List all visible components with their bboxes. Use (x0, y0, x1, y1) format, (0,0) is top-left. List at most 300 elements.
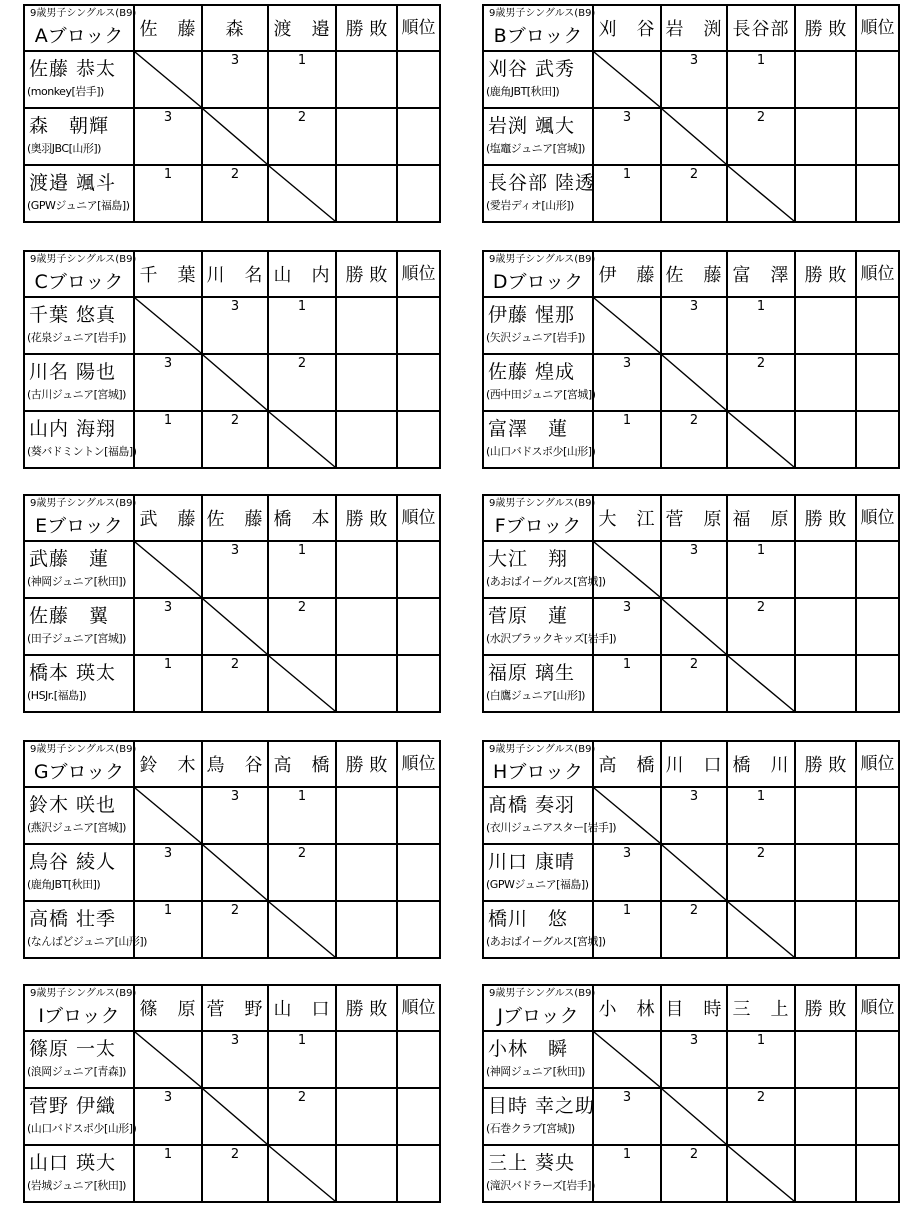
event-label: 9歳男子シングルス(B9) (30, 744, 137, 755)
win-loss-cell (795, 297, 856, 354)
match-order-cell (727, 1031, 795, 1088)
match-order-cell (593, 354, 661, 411)
match-order-number: 2 (756, 846, 766, 861)
win-loss-cell (795, 1031, 856, 1088)
player-cell (24, 901, 147, 958)
header-row (483, 495, 899, 541)
block-title-cell (483, 251, 596, 297)
match-order-number: 2 (230, 657, 240, 672)
diagonal-cell (593, 541, 661, 598)
player-name: 富澤 蓮 (488, 418, 569, 440)
match-order-cell (727, 1088, 795, 1145)
block-title-cell (24, 5, 137, 51)
match-order-cell (661, 655, 727, 712)
player-row (24, 655, 440, 712)
win-loss-cell (795, 165, 856, 222)
header-row (24, 985, 440, 1031)
player-cell (483, 655, 593, 712)
diagonal-cell (593, 1031, 661, 1088)
event-label: 9歳男子シングルス(B9) (30, 498, 137, 509)
player-cell (483, 411, 596, 468)
block-label: Hブロック (493, 761, 583, 783)
win-loss-cell (336, 844, 397, 901)
win-loss-cell (795, 787, 856, 844)
diagonal-cell (661, 844, 727, 901)
block-title-cell (483, 985, 596, 1031)
diagonal-cell (593, 787, 661, 844)
match-order-cell (661, 297, 727, 354)
match-order-number: 3 (689, 1033, 699, 1048)
block-label: Fブロック (494, 515, 582, 537)
match-order-cell (661, 787, 727, 844)
player-row (483, 844, 899, 901)
diagonal-cell (134, 541, 202, 598)
match-order-number: 2 (756, 110, 766, 125)
match-order-number: 2 (297, 1090, 307, 1105)
player-cell (24, 1031, 134, 1088)
match-order-cell (134, 1145, 202, 1202)
player-club: (田子ジュニア[宮城]) (27, 632, 126, 645)
win-loss-cell (336, 787, 397, 844)
match-order-cell (134, 165, 202, 222)
player-name: 髙橋 奏羽 (488, 794, 576, 816)
match-order-cell (268, 297, 336, 354)
diagonal-cell (727, 411, 795, 468)
match-order-number: 1 (297, 789, 307, 804)
diagonal-cell (268, 411, 336, 468)
diagonal-cell (661, 598, 727, 655)
win-loss-header: 勝 敗 (795, 251, 856, 297)
win-loss-cell (336, 1145, 397, 1202)
match-order-cell (661, 51, 727, 108)
win-loss-cell (795, 655, 856, 712)
column-header-player: 鈴 木 (134, 741, 202, 787)
match-order-number: 2 (689, 657, 699, 672)
player-cell (483, 1088, 596, 1145)
match-order-number: 1 (756, 1033, 766, 1048)
win-loss-cell (795, 598, 856, 655)
block-title-cell (24, 495, 137, 541)
match-order-number: 3 (230, 543, 240, 558)
block-table (23, 984, 441, 1203)
win-loss-cell (795, 1088, 856, 1145)
match-order-number: 3 (163, 110, 173, 125)
column-header-player: 佐 藤 (202, 495, 268, 541)
rank-cell (856, 108, 899, 165)
rank-cell (397, 51, 440, 108)
win-loss-cell (336, 655, 397, 712)
column-header-player: 福 原 (727, 495, 795, 541)
player-name: 山口 瑛大 (29, 1152, 117, 1174)
rank-header: 順位 (397, 495, 440, 541)
match-order-cell (727, 297, 795, 354)
player-name: 目時 幸之助 (488, 1095, 596, 1117)
win-loss-cell (336, 1088, 397, 1145)
player-name: 刈谷 武秀 (488, 58, 576, 80)
player-row (483, 1031, 899, 1088)
win-loss-header: 勝 敗 (336, 5, 397, 51)
player-club: (あおばイーグルス[宮城]) (486, 935, 606, 948)
column-header-player: 目 時 (661, 985, 727, 1031)
column-header-player: 武 藤 (134, 495, 202, 541)
header-row (483, 251, 899, 297)
event-label: 9歳男子シングルス(B9) (30, 988, 137, 999)
rank-cell (397, 541, 440, 598)
block-table (23, 494, 441, 713)
player-name: 森 朝輝 (29, 115, 110, 137)
rank-cell (397, 787, 440, 844)
match-order-number: 3 (230, 789, 240, 804)
rank-cell (397, 598, 440, 655)
win-loss-cell (336, 165, 397, 222)
player-club: (葵バドミントン[福島]) (27, 445, 137, 458)
column-header-player: 菅 原 (661, 495, 727, 541)
player-row (24, 165, 440, 222)
rank-cell (397, 844, 440, 901)
player-cell (24, 297, 134, 354)
event-label: 9歳男子シングルス(B9) (489, 254, 596, 265)
win-loss-header: 勝 敗 (795, 985, 856, 1031)
player-club: (塩竈ジュニア[宮城]) (486, 142, 585, 155)
match-order-number: 2 (297, 846, 307, 861)
player-club: (GPWジュニア[福島]) (486, 878, 589, 891)
player-row (24, 297, 440, 354)
player-row (24, 598, 440, 655)
block-title-cell (483, 495, 596, 541)
match-order-number: 2 (230, 413, 240, 428)
diagonal-cell (134, 787, 202, 844)
player-row (483, 354, 899, 411)
player-club: (水沢ブラックキッズ[岩手]) (486, 632, 617, 645)
rank-header: 順位 (856, 251, 899, 297)
block-table (23, 740, 441, 959)
player-row (24, 354, 440, 411)
match-order-number: 3 (163, 1090, 173, 1105)
header-row (483, 741, 899, 787)
rank-header: 順位 (856, 5, 899, 51)
player-club: (あおばイーグルス[宮城]) (486, 575, 606, 588)
player-row (483, 598, 899, 655)
match-order-cell (661, 1145, 727, 1202)
header-row (24, 5, 440, 51)
match-order-cell (202, 1145, 268, 1202)
match-order-cell (202, 901, 268, 958)
win-loss-cell (795, 844, 856, 901)
event-label: 9歳男子シングルス(B9) (489, 498, 596, 509)
player-club: (石巻クラブ[宮城]) (486, 1122, 575, 1135)
diagonal-cell (202, 598, 268, 655)
rank-cell (397, 655, 440, 712)
player-cell (24, 1088, 137, 1145)
match-order-number: 3 (689, 53, 699, 68)
match-order-number: 2 (756, 1090, 766, 1105)
event-label: 9歳男子シングルス(B9) (489, 8, 596, 19)
match-order-cell (661, 165, 727, 222)
diagonal-cell (202, 844, 268, 901)
player-club: (滝沢バドラーズ[岩手]) (486, 1179, 595, 1192)
player-cell (483, 1031, 593, 1088)
player-name: 篠原 一太 (29, 1038, 117, 1060)
player-club: (愛岩ディオ[山形]) (486, 199, 574, 212)
rank-cell (856, 541, 899, 598)
player-cell (483, 108, 593, 165)
block-title-cell (24, 251, 137, 297)
column-header-player: 渡 邉 (268, 5, 336, 51)
player-row (24, 1145, 440, 1202)
column-header-player: 橋 川 (727, 741, 795, 787)
match-order-number: 1 (756, 789, 766, 804)
match-order-cell (202, 51, 268, 108)
player-row (483, 787, 899, 844)
match-order-number: 1 (297, 543, 307, 558)
match-order-cell (593, 901, 661, 958)
win-loss-cell (336, 901, 397, 958)
player-club: (衣川ジュニアスター[岩手]) (486, 821, 617, 834)
match-order-number: 1 (163, 657, 173, 672)
block-title-cell (24, 985, 137, 1031)
player-row (483, 1145, 899, 1202)
player-cell (24, 108, 134, 165)
player-name: 福原 璃生 (488, 662, 576, 684)
match-order-cell (727, 844, 795, 901)
player-club: (GPWジュニア[福島]) (27, 199, 130, 212)
block-label: Jブロック (497, 1005, 579, 1027)
player-club: (HSJr.[福島]) (27, 689, 87, 702)
column-header-player: 山 口 (268, 985, 336, 1031)
player-name: 橋本 瑛太 (29, 662, 117, 684)
player-name: 小林 瞬 (488, 1038, 569, 1060)
player-name: 渡邉 颯斗 (29, 172, 117, 194)
player-name: 佐藤 恭太 (29, 58, 117, 80)
match-order-cell (268, 51, 336, 108)
player-cell (483, 901, 606, 958)
player-row (24, 541, 440, 598)
block-table (482, 740, 900, 959)
match-order-cell (268, 108, 336, 165)
match-order-number: 3 (689, 789, 699, 804)
rank-header: 順位 (856, 495, 899, 541)
match-order-number: 3 (230, 1033, 240, 1048)
win-loss-header: 勝 敗 (336, 495, 397, 541)
player-name: 大江 翔 (488, 548, 569, 570)
win-loss-cell (795, 354, 856, 411)
block-table (482, 4, 900, 223)
match-order-cell (202, 541, 268, 598)
player-name: 川名 陽也 (29, 361, 117, 383)
player-cell (24, 598, 134, 655)
rank-header: 順位 (397, 985, 440, 1031)
player-club: (古川ジュニア[宮城]) (27, 388, 126, 401)
player-club: (花泉ジュニア[岩手]) (27, 331, 126, 344)
match-order-cell (727, 787, 795, 844)
match-order-number: 3 (163, 356, 173, 371)
player-club: (燕沢ジュニア[宮城]) (27, 821, 126, 834)
rank-cell (856, 1088, 899, 1145)
rank-cell (397, 411, 440, 468)
diagonal-cell (202, 354, 268, 411)
player-name: 川口 康晴 (488, 851, 576, 873)
player-cell (483, 541, 606, 598)
match-order-number: 1 (297, 299, 307, 314)
player-row (483, 297, 899, 354)
column-header-player: 佐 藤 (134, 5, 202, 51)
player-cell (483, 787, 617, 844)
win-loss-header: 勝 敗 (336, 985, 397, 1031)
rank-cell (856, 901, 899, 958)
rank-cell (397, 901, 440, 958)
match-order-number: 1 (163, 1147, 173, 1162)
block-label: Gブロック (33, 761, 125, 783)
column-header-player: 大 江 (593, 495, 661, 541)
rank-cell (856, 598, 899, 655)
block-label: Aブロック (34, 25, 124, 47)
win-loss-header: 勝 敗 (795, 5, 856, 51)
match-order-cell (202, 655, 268, 712)
column-header-player: 刈 谷 (593, 5, 661, 51)
diagonal-cell (202, 108, 268, 165)
win-loss-cell (795, 541, 856, 598)
win-loss-cell (336, 297, 397, 354)
player-cell (483, 297, 593, 354)
match-order-cell (727, 51, 795, 108)
match-order-cell (661, 901, 727, 958)
diagonal-cell (134, 297, 202, 354)
rank-cell (397, 1088, 440, 1145)
column-header-player: 橋 本 (268, 495, 336, 541)
player-club: (鹿角JBT[秋田]) (27, 878, 101, 891)
player-club: (奥羽JBC[山形]) (27, 142, 101, 155)
diagonal-cell (727, 901, 795, 958)
match-order-number: 2 (297, 110, 307, 125)
match-order-number: 1 (622, 167, 632, 182)
player-cell (483, 598, 617, 655)
player-name: 高橋 壮季 (29, 908, 117, 930)
player-row (24, 901, 440, 958)
rank-cell (397, 108, 440, 165)
player-club: (鹿角JBT[秋田]) (486, 85, 560, 98)
rank-cell (856, 411, 899, 468)
match-order-number: 1 (622, 657, 632, 672)
rank-cell (856, 297, 899, 354)
player-cell (24, 541, 134, 598)
match-order-number: 3 (622, 1090, 632, 1105)
player-row (24, 51, 440, 108)
match-order-number: 1 (756, 299, 766, 314)
match-order-number: 2 (297, 356, 307, 371)
player-name: 伊藤 惺那 (488, 304, 576, 326)
rank-cell (856, 787, 899, 844)
event-label: 9歳男子シングルス(B9) (489, 744, 596, 755)
player-name: 菅野 伊織 (29, 1095, 117, 1117)
match-order-number: 3 (622, 356, 632, 371)
match-order-number: 1 (622, 903, 632, 918)
column-header-player: 篠 原 (134, 985, 202, 1031)
column-header-player: 川 名 (202, 251, 268, 297)
match-order-cell (661, 541, 727, 598)
player-cell (24, 1145, 134, 1202)
player-name: 佐藤 翼 (29, 605, 110, 627)
rank-cell (856, 354, 899, 411)
match-order-cell (593, 411, 661, 468)
rank-cell (856, 1145, 899, 1202)
win-loss-cell (795, 1145, 856, 1202)
rank-cell (856, 51, 899, 108)
player-cell (24, 411, 137, 468)
player-cell (24, 787, 134, 844)
match-order-number: 2 (689, 903, 699, 918)
header-row (483, 5, 899, 51)
block-label: Bブロック (493, 25, 583, 47)
player-club: (神岡ジュニア[秋田]) (27, 575, 126, 588)
match-order-number: 2 (756, 356, 766, 371)
match-order-number: 1 (297, 1033, 307, 1048)
win-loss-header: 勝 敗 (795, 495, 856, 541)
header-row (24, 495, 440, 541)
diagonal-cell (268, 1145, 336, 1202)
rank-header: 順位 (856, 741, 899, 787)
diagonal-cell (661, 108, 727, 165)
win-loss-cell (336, 411, 397, 468)
block-table (482, 494, 900, 713)
player-name: 武藤 蓮 (29, 548, 110, 570)
win-loss-cell (336, 108, 397, 165)
win-loss-cell (336, 598, 397, 655)
diagonal-cell (727, 165, 795, 222)
column-header-player: 菅 野 (202, 985, 268, 1031)
player-row (483, 655, 899, 712)
match-order-number: 1 (163, 413, 173, 428)
block-table (23, 4, 441, 223)
match-order-number: 1 (622, 1147, 632, 1162)
match-order-cell (268, 844, 336, 901)
match-order-number: 1 (163, 167, 173, 182)
column-header-player: 高 橋 (593, 741, 661, 787)
match-order-cell (268, 354, 336, 411)
match-order-number: 1 (622, 413, 632, 428)
player-name: 長谷部 陸透 (488, 172, 596, 194)
block-title-cell (483, 741, 596, 787)
match-order-number: 3 (230, 53, 240, 68)
win-loss-cell (795, 51, 856, 108)
player-row (24, 787, 440, 844)
column-header-player: 川 口 (661, 741, 727, 787)
diagonal-cell (134, 51, 202, 108)
match-order-cell (727, 354, 795, 411)
win-loss-header: 勝 敗 (336, 251, 397, 297)
player-cell (24, 51, 134, 108)
diagonal-cell (268, 165, 336, 222)
match-order-cell (593, 1145, 661, 1202)
column-header-player: 長谷部 (727, 5, 795, 51)
block-table (482, 250, 900, 469)
block-title-cell (483, 5, 596, 51)
block-table (482, 984, 900, 1203)
block-title-cell (24, 741, 137, 787)
match-order-number: 3 (689, 299, 699, 314)
event-label: 9歳男子シングルス(B9) (30, 8, 137, 19)
rank-cell (397, 354, 440, 411)
win-loss-cell (795, 901, 856, 958)
match-order-number: 2 (230, 903, 240, 918)
diagonal-cell (134, 1031, 202, 1088)
block-table (23, 250, 441, 469)
win-loss-cell (336, 354, 397, 411)
match-order-cell (727, 108, 795, 165)
diagonal-cell (268, 901, 336, 958)
diagonal-cell (593, 51, 661, 108)
column-header-player: 高 橋 (268, 741, 336, 787)
player-row (483, 541, 899, 598)
